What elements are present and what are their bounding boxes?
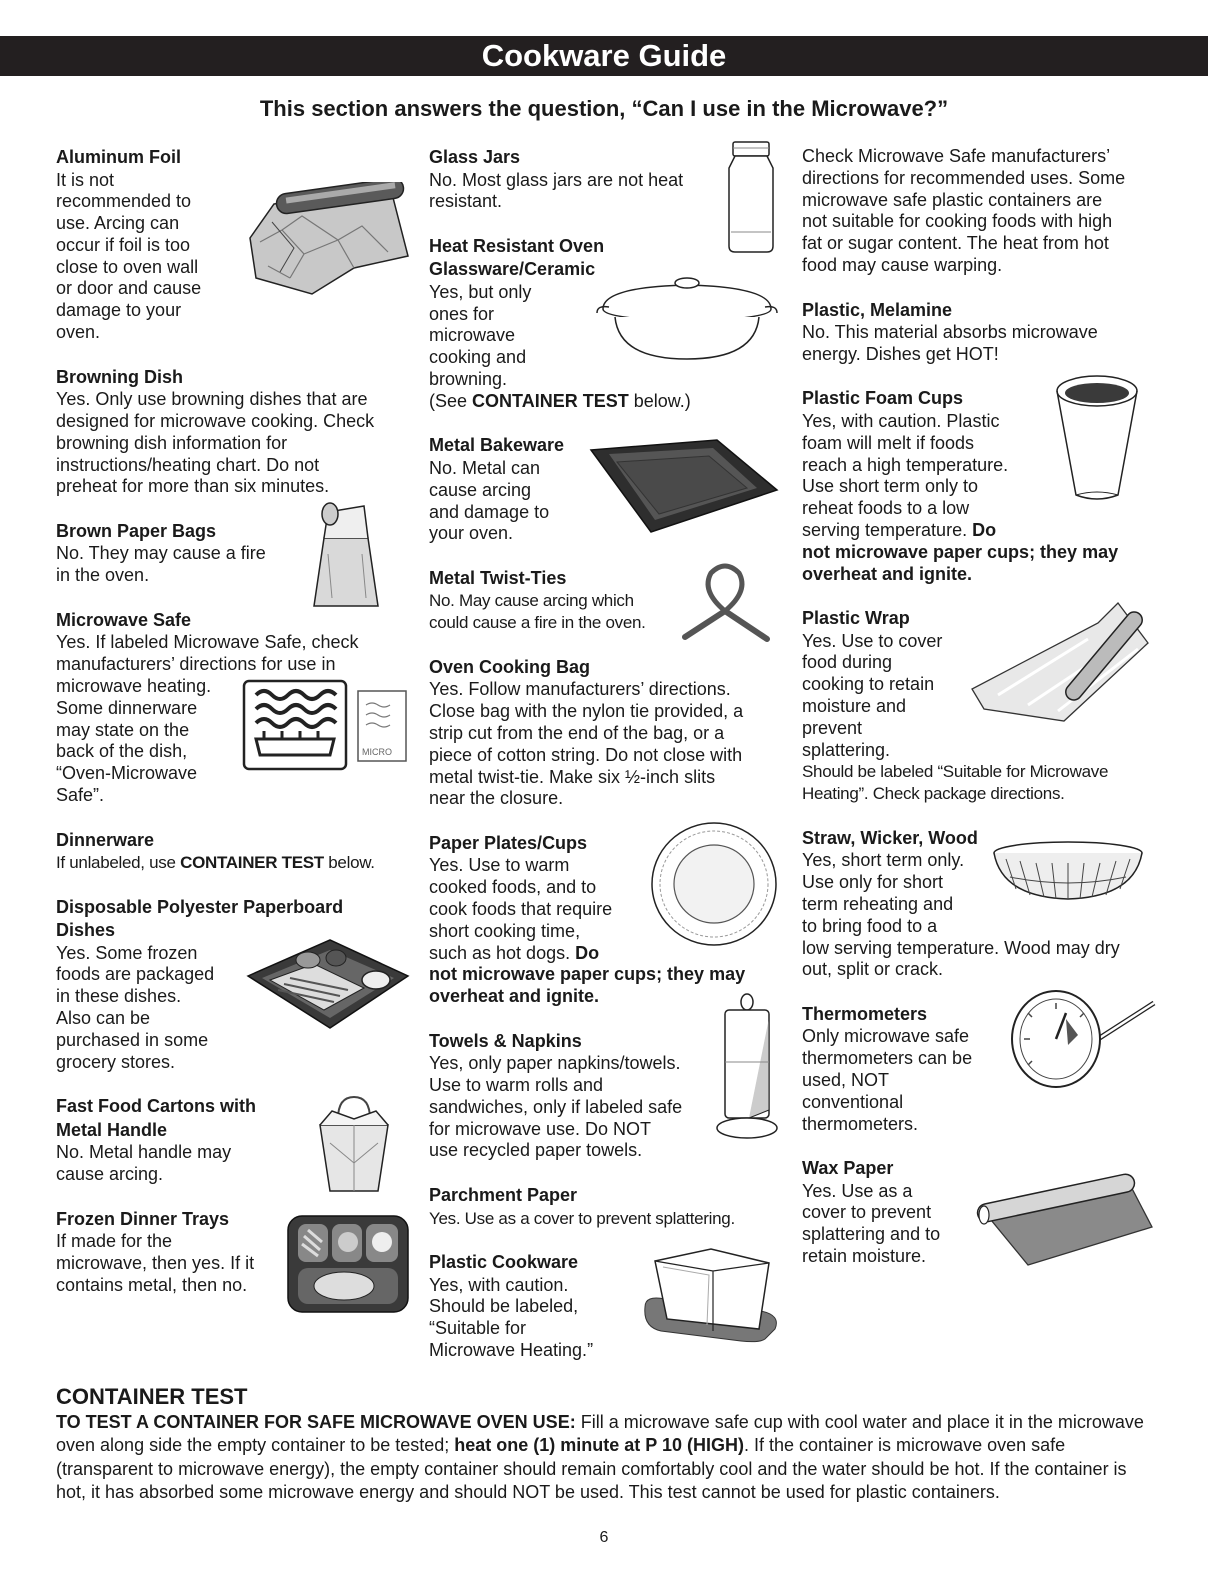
entry-title: Microwave Safe: [56, 609, 192, 630]
paper-bag-icon: [310, 498, 382, 610]
page-subtitle: This section answers the question, “Can I use in the Microwave?”: [259, 96, 949, 121]
paper-towel-icon: [715, 992, 779, 1142]
column-3: [802, 146, 1162, 1290]
entry-text: Yes. Follow manufacturers’ directions. Close bag with the nylon tie provided, a strip cut from the end of the bag, or a piece of cotton string. Do not close with metal twist-tie. Make six ½-inch slits near the closure.: [429, 679, 744, 809]
entry-oven-cooking-bag: [429, 656, 789, 810]
plastic-wrap-roll-icon: [968, 599, 1154, 729]
entry-text: Yes. Use to cover food during cooking to retain moisture and prevent splattering. Should be labeled “Suitable for Microwave Heating”. Check package directions.: [802, 630, 1109, 804]
metal-pan-icon: [587, 438, 779, 534]
entry-title: Dinnerware: [56, 829, 155, 850]
entry-plastic-foam-cups: [802, 387, 1162, 585]
entry-text: No. Metal handle may cause arcing.: [56, 1142, 232, 1184]
entry-title: Straw, Wicker, Wood: [802, 827, 978, 848]
entry-title: Frozen Dinner Trays: [56, 1208, 230, 1229]
entry-title: Glass Jars: [429, 147, 521, 167]
entry-title: Disposable Polyester Paperboard Dishes: [56, 896, 344, 941]
column-1: [56, 146, 416, 1318]
entry-title: Plastic Cookware: [429, 1252, 579, 1273]
entry-plastic-intro: [802, 146, 1162, 277]
entry-title: Browning Dish: [56, 366, 183, 387]
container-test-text: TO TEST A CONTAINER FOR SAFE MICROWAVE OVEN USE: Fill a microwave safe cup with cool water and place it in the microwave oven along side the empty container to be tested; heat one (1) minute at P 10 (HIGH). If the container is microwave oven safe (transparent to microwave energy), the empty container should remain comfortably cool and the water should be hot. If the container is hot, it has absorbed some microwave energy and should NOT be used. This test cannot be used for plastic containers.: [56, 1411, 1144, 1502]
twist-tie-icon: [681, 561, 771, 657]
entry-title: Metal Twist-Ties: [429, 567, 567, 588]
entry-aluminum-foil: [56, 146, 416, 344]
entry-oven-glassware: [429, 235, 789, 413]
aluminum-foil-icon: [242, 182, 412, 297]
entry-text: Yes. If labeled Microwave Safe, check manufacturers’ directions for use in microwave heating. Some dinnerware may state on the back of the dish, “Oven-Microwave Safe”.: [56, 632, 359, 805]
entry-title: Wax Paper: [802, 1158, 894, 1179]
entry-straw-wicker-wood: [802, 827, 1162, 981]
entry-text: Check Microwave Safe manufacturers’ directions for recommended uses. Some microwave safe plastic containers are not suitable for cooking foods with high fat or sugar content. The heat from hot food may cause warping.: [802, 146, 1126, 275]
entry-title: Aluminum Foil: [56, 147, 181, 167]
entry-title: Fast Food Cartons with Metal Handle: [56, 1096, 256, 1140]
entry-brown-paper-bags: [56, 520, 416, 587]
page-title: Cookware Guide: [0, 36, 1208, 76]
entry-fast-food-cartons: [56, 1095, 416, 1186]
entry-towels-napkins: [429, 1030, 789, 1162]
entry-title: Plastic, Melamine: [802, 299, 953, 320]
entry-dinnerware: [56, 829, 416, 874]
entry-title: Brown Paper Bags: [56, 520, 217, 541]
column-2: [429, 146, 789, 1384]
entry-wax-paper: [802, 1157, 1162, 1268]
entry-text: Yes. Use as a cover to prevent splattering and to retain moisture.: [802, 1180, 941, 1267]
entry-metal-bakeware: [429, 434, 789, 545]
paper-plate-icon: [649, 820, 779, 948]
entry-metal-twist-ties: [429, 567, 789, 634]
entry-plastic-cookware: [429, 1251, 789, 1362]
entry-plastic-wrap: [802, 607, 1162, 805]
entry-text: No. This material absorbs microwave energy. Dishes get HOT!: [802, 322, 1098, 364]
entry-text: Yes, but only ones for microwave cooking and browning. (See CONTAINER TEST below.): [429, 281, 691, 411]
wicker-basket-icon: [990, 839, 1146, 905]
thermometer-icon: [1008, 983, 1158, 1091]
entry-browning-dish: [56, 366, 416, 498]
entry-text: Yes. Use as a cover to prevent splattering.: [429, 1208, 735, 1228]
entry-text: Only microwave safe thermometers can be used, NOT conventional thermometers.: [802, 1026, 973, 1134]
entry-parchment-paper: [429, 1184, 789, 1229]
entry-polyester-dishes: [56, 896, 416, 1074]
entry-text: Yes, only paper napkins/towels. Use to warm rolls and sandwiches, only if labeled safe for microwave use. Do NOT use recycled paper towels.: [429, 1053, 683, 1161]
svg-text:MICRO: MICRO: [362, 746, 392, 757]
entry-text: Yes, with caution. Plastic foam will melt if foods reach a high temperature. Use short term only to reheat foods to a low serving temperature. Do not microwave paper cups; they may overheat and ignite.: [802, 410, 1119, 584]
entry-title: Towels & Napkins: [429, 1030, 582, 1051]
entry-text: Yes, short term only. Use only for short term reheating and to bring food to a low serving temperature. Wood may dry out, split or crack.: [802, 850, 1120, 980]
entry-text: If made for the microwave, then yes. If it contains metal, then no.: [56, 1231, 255, 1295]
casserole-dish-icon: [595, 275, 779, 363]
microwave-safe-symbol-icon: [242, 679, 410, 773]
entry-title: Plastic Foam Cups: [802, 388, 964, 409]
entry-glass-jars: [429, 146, 789, 213]
entry-text: If unlabeled, use CONTAINER TEST below.: [56, 853, 375, 873]
container-test-section: [56, 1385, 1156, 1505]
entry-title: Thermometers: [802, 1003, 928, 1024]
entry-frozen-dinner-trays: [56, 1208, 416, 1297]
entry-title: Heat Resistant Oven Glassware/Ceramic: [429, 235, 605, 280]
entry-text: Yes, with caution. Should be labeled, “Suitable for Microwave Heating.”: [429, 1274, 594, 1361]
entry-text: Yes. Use to warm cooked foods, and to cook foods that require short cooking time, such as hot dogs. Do not microwave paper cups; they may overheat and ignite.: [429, 855, 746, 1007]
entry-title: Plastic Wrap: [802, 608, 910, 629]
takeout-carton-icon: [312, 1093, 396, 1195]
entry-text: Yes. Only use browning dishes that are designed for microwave cooking. Check browning dish information for instructions/heating chart. Do not preheat for more than six minutes.: [56, 389, 375, 497]
wax-paper-roll-icon: [976, 1171, 1154, 1267]
entry-microwave-safe: [56, 609, 416, 807]
entry-thermometers: [802, 1003, 1162, 1135]
entry-text: Yes. Some frozen foods are packaged in these dishes. Also can be purchased in some grocery stores.: [56, 942, 215, 1072]
entry-text: No. They may cause a fire in the oven.: [56, 543, 266, 586]
entry-title: Parchment Paper: [429, 1185, 578, 1206]
entry-text: It is not recommended to use. Arcing can occur if foil is too close to oven wall or door and cause damage to your oven.: [56, 169, 202, 343]
entry-text: No. Most glass jars are not heat resistant.: [429, 169, 684, 212]
page-number: 6: [599, 1529, 609, 1546]
foam-cup-icon: [1054, 373, 1140, 503]
entry-title: Paper Plates/Cups: [429, 832, 588, 853]
entry-text: No. May cause arcing which could cause a fire in the oven.: [429, 591, 646, 633]
dinner-tray-icon: [286, 1214, 410, 1314]
entry-paper-plates: [429, 832, 789, 1008]
entry-plastic-melamine: [802, 299, 1162, 366]
entry-title: Metal Bakeware: [429, 435, 565, 456]
entry-title: Oven Cooking Bag: [429, 656, 591, 677]
plastic-container-icon: [641, 1245, 781, 1345]
paperboard-tray-icon: [244, 936, 412, 1032]
entry-text: No. Metal can cause arcing and damage to your oven.: [429, 457, 550, 544]
container-test-heading: CONTAINER TEST: [56, 1384, 248, 1409]
